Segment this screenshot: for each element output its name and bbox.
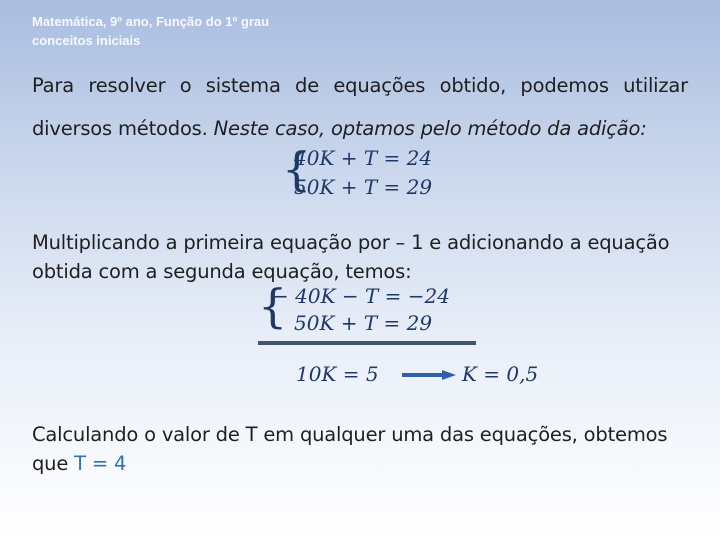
system-2-equation-1: − 40K − T = −24 xyxy=(272,284,450,308)
right-arrow-icon xyxy=(402,370,456,380)
header-line-2: conceitos iniciais xyxy=(32,33,141,48)
system-2-brace: { xyxy=(258,279,288,333)
k-value-equation: K = 0,5 xyxy=(462,362,539,386)
paragraph-3 xyxy=(32,420,688,478)
t-value-highlight: T = 4 xyxy=(74,452,127,475)
sum-equation: 10K = 5 xyxy=(296,362,379,386)
paragraph-2: Multiplicando a primeira equação por – 1 e adicionando a equação obtida com a segunda equação, temos: xyxy=(32,231,670,283)
header-line-1: Matemática, 9º ano, Função do 1º grau xyxy=(32,14,270,29)
system-1-brace: { xyxy=(282,142,312,196)
paragraph-1-italic: Neste caso, optamos pelo método da adição: xyxy=(213,117,647,140)
system-2-equation-2: 50K + T = 29 xyxy=(294,311,433,335)
sum-divider-line xyxy=(258,341,476,345)
paragraph-1-line-1: Para resolver o sistema de equações obtido, podemos utilizar xyxy=(32,74,688,97)
paragraph-3-text: Calculando o valor de T em qualquer uma das equações, obtemos que xyxy=(32,423,668,475)
paragraph-1-line-2 xyxy=(32,117,688,140)
system-1-equation-1: 40K + T = 24 xyxy=(294,146,433,170)
slide-header xyxy=(32,12,269,50)
system-1-equation-2: 50K + T = 29 xyxy=(294,175,433,199)
paragraph-1-plain: diversos métodos. xyxy=(32,117,214,140)
